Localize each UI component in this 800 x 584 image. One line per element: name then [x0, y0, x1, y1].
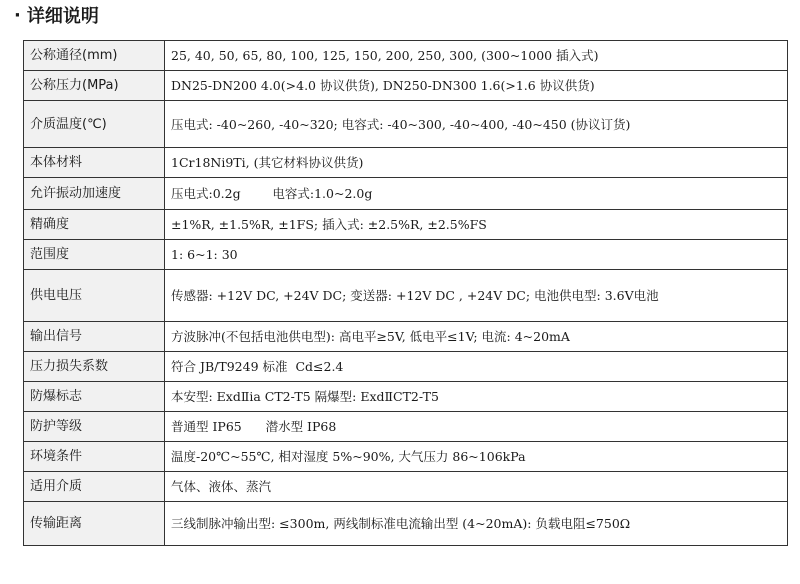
spec-value: 压电式:0.2g 电容式:1.0~2.0g [165, 178, 788, 210]
spec-value: 1Cr18Ni9Ti, (其它材料协议供货) [165, 148, 788, 178]
spec-value: ±1%R, ±1.5%R, ±1FS; 插入式: ±2.5%R, ±2.5%FS [165, 210, 788, 240]
heading-bullet: · [14, 4, 21, 26]
section-heading [14, 2, 99, 28]
table-row [24, 148, 788, 178]
spec-label: 介质温度(℃) [24, 101, 165, 148]
table-row [24, 41, 788, 71]
spec-label: 环境条件 [24, 442, 165, 472]
spec-value: 温度-20℃~55℃, 相对湿度 5%~90%, 大气压力 86~106kPa [165, 442, 788, 472]
spec-value: 气体、液体、蒸汽 [165, 472, 788, 502]
table-row [24, 322, 788, 352]
spec-label: 允许振动加速度 [24, 178, 165, 210]
table-row [24, 472, 788, 502]
spec-value: 25, 40, 50, 65, 80, 100, 125, 150, 200, 250, 300, (300~1000 插入式) [165, 41, 788, 71]
spec-label: 本体材料 [24, 148, 165, 178]
spec-label: 适用介质 [24, 472, 165, 502]
table-row [24, 210, 788, 240]
spec-value: 1: 6~1: 30 [165, 240, 788, 270]
table-row [24, 442, 788, 472]
spec-label: 公称压力(MPa) [24, 71, 165, 101]
table-row [24, 502, 788, 546]
spec-value: DN25-DN200 4.0(>4.0 协议供货), DN250-DN300 1.6(>1.6 协议供货) [165, 71, 788, 101]
spec-value: 传感器: +12V DC, +24V DC; 变送器: +12V DC , +24V DC; 电池供电型: 3.6V电池 [165, 270, 788, 322]
table-row [24, 71, 788, 101]
table-row [24, 101, 788, 148]
spec-label: 供电电压 [24, 270, 165, 322]
spec-label: 传输距离 [24, 502, 165, 546]
spec-table [23, 40, 788, 546]
table-row [24, 382, 788, 412]
spec-label: 压力损失系数 [24, 352, 165, 382]
table-row [24, 270, 788, 322]
spec-value: 符合 JB/T9249 标准 Cd≤2.4 [165, 352, 788, 382]
table-row [24, 178, 788, 210]
spec-value: 方波脉冲(不包括电池供电型): 高电平≥5V, 低电平≤1V; 电流: 4~20mA [165, 322, 788, 352]
spec-value: 三线制脉冲输出型: ≤300m, 两线制标准电流输出型 (4~20mA): 负载电阻≤750Ω [165, 502, 788, 546]
spec-value: 压电式: -40~260, -40~320; 电容式: -40~300, -40~400, -40~450 (协议订货) [165, 101, 788, 148]
spec-label: 防护等级 [24, 412, 165, 442]
spec-label: 范围度 [24, 240, 165, 270]
spec-value: 本安型: ExdⅡia CT2-T5 隔爆型: ExdⅡCT2-T5 [165, 382, 788, 412]
heading-title: 详细说明 [26, 6, 99, 27]
spec-value: 普通型 IP65 潜水型 IP68 [165, 412, 788, 442]
spec-label: 输出信号 [24, 322, 165, 352]
table-row [24, 412, 788, 442]
spec-label: 精确度 [24, 210, 165, 240]
spec-label: 公称通径(mm) [24, 41, 165, 71]
spec-label: 防爆标志 [24, 382, 165, 412]
table-row [24, 352, 788, 382]
table-row [24, 240, 788, 270]
